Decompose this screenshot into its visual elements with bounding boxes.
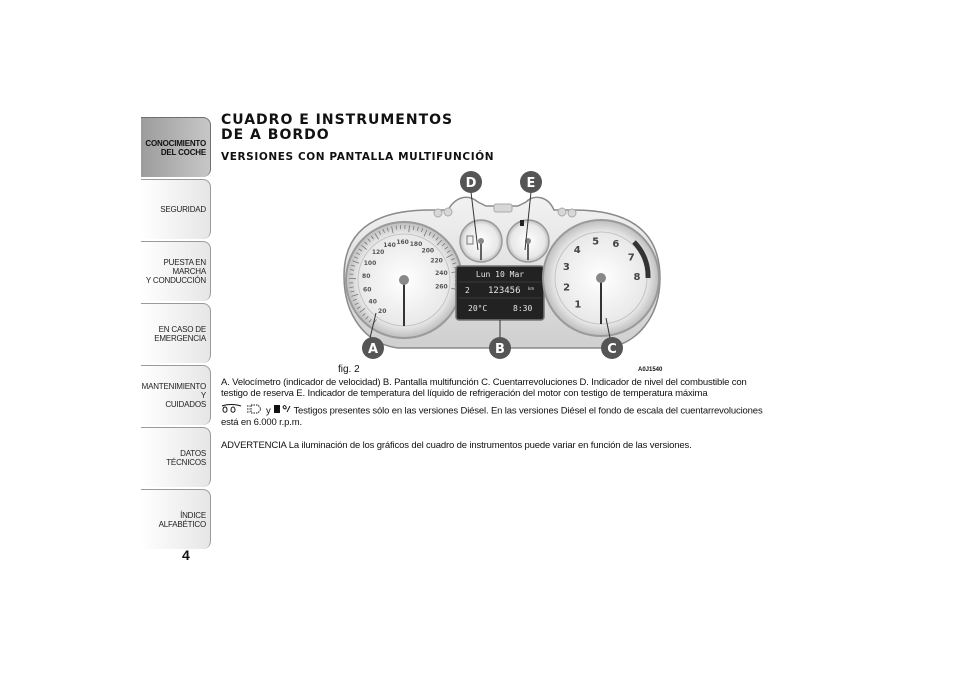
speedometer-tick-label: 260 bbox=[435, 283, 448, 291]
dpf-filter-icon bbox=[246, 404, 264, 418]
page-number: 4 bbox=[182, 547, 190, 563]
tab-indice-alfabetico[interactable] bbox=[141, 489, 211, 549]
tachometer-dial bbox=[543, 220, 659, 336]
display-temperature: 20°C bbox=[468, 304, 488, 313]
tachometer-tick-label: 8 bbox=[633, 272, 641, 283]
display-odometer: 123456 bbox=[488, 286, 521, 296]
tachometer-tick-label: 6 bbox=[612, 239, 620, 251]
speedometer-tick-label: 20 bbox=[378, 308, 387, 316]
tab-label: SEGURIDAD bbox=[160, 205, 206, 214]
water-in-fuel-icon bbox=[273, 404, 291, 418]
instrument-cluster-figure bbox=[338, 168, 663, 365]
figure-caption: fig. 2 bbox=[338, 364, 360, 375]
label-e bbox=[520, 171, 542, 193]
tachometer-tick-label: 1 bbox=[574, 299, 582, 311]
speedometer-tick-label: 80 bbox=[362, 272, 371, 280]
glow-plug-icon bbox=[221, 404, 243, 418]
speedometer-tick-label: 120 bbox=[371, 249, 385, 257]
speedometer-tick-label: 40 bbox=[368, 298, 377, 306]
speedometer-tick-label: 180 bbox=[409, 240, 423, 248]
svg-text:E: E bbox=[526, 176, 536, 191]
speedometer-tick-label: 220 bbox=[430, 257, 443, 265]
diesel-note-paragraph bbox=[221, 404, 771, 428]
tachometer-tick-label: 3 bbox=[562, 262, 570, 274]
svg-text:C: C bbox=[607, 342, 617, 357]
multifunction-display bbox=[456, 266, 544, 320]
tachometer-tick-label: 4 bbox=[573, 245, 581, 256]
svg-text:A: A bbox=[367, 342, 379, 357]
tab-label: EN CASO DE EMERGENCIA bbox=[154, 324, 206, 343]
tab-label: DATOS TÉCNICOS bbox=[166, 448, 206, 467]
fuel-gauge bbox=[460, 220, 502, 262]
tachometer-tick-label: 5 bbox=[592, 236, 600, 248]
display-gear: 2 bbox=[465, 286, 470, 295]
tab-puesta-en-marcha[interactable] bbox=[141, 241, 211, 301]
tab-label: CONOCIMIENTO DEL COCHE bbox=[145, 138, 206, 157]
tab-seguridad[interactable] bbox=[141, 179, 211, 239]
svg-text:B: B bbox=[495, 342, 505, 357]
speedometer-dial bbox=[346, 222, 462, 338]
chapter-sidebar bbox=[141, 117, 211, 551]
label-b bbox=[489, 337, 511, 359]
tab-datos-tecnicos[interactable] bbox=[141, 427, 211, 487]
speedometer-tick-label: 200 bbox=[421, 247, 435, 255]
tab-label: PUESTA EN MARCHA Y CONDUCCIÓN bbox=[145, 258, 206, 285]
legend-paragraph: A. Velocímetro (indicador de velocidad) B. Pantalla multifunción C. Cuentarrevoluciones D. Indicador de nivel del combustible con testigo de reserva E. Indicador de temperatura del líquido de refrigeración del motor con testigo de temperatura máxima bbox=[221, 377, 747, 399]
svg-text:D: D bbox=[465, 176, 477, 191]
display-date: Lun 10 Mar bbox=[475, 270, 525, 279]
tab-en-caso-de-emergencia[interactable] bbox=[141, 303, 211, 363]
label-a bbox=[362, 337, 384, 359]
speedometer-tick-label: 160 bbox=[396, 239, 409, 246]
label-c bbox=[601, 337, 623, 359]
speedometer-tick-label: 240 bbox=[435, 270, 448, 278]
label-d bbox=[460, 171, 482, 193]
tab-label: ÍNDICE ALFABÉTICO bbox=[158, 510, 206, 529]
tab-conocimiento-del-coche[interactable] bbox=[141, 117, 211, 177]
page-title: CUADRO E INSTRUMENTOS DE A BORDO bbox=[221, 112, 454, 143]
tab-mantenimiento[interactable] bbox=[141, 365, 211, 425]
warning-paragraph: ADVERTENCIA La iluminación de los gráficos del cuadro de instrumentos puede variar en función de las versiones. bbox=[221, 440, 692, 451]
tachometer-tick-label: 7 bbox=[627, 252, 635, 264]
speedometer-tick-label: 140 bbox=[383, 241, 396, 249]
tab-label: MANTENIMIENTO Y CUIDADOS bbox=[141, 382, 206, 409]
section-subtitle: VERSIONES CON PANTALLA MULTIFUNCIÓN bbox=[221, 151, 495, 163]
display-time: 8:30 bbox=[513, 304, 533, 313]
display-odometer-unit: km bbox=[528, 286, 535, 291]
speedometer-tick bbox=[350, 287, 354, 288]
speedometer-tick-label: 60 bbox=[363, 286, 372, 294]
diesel-note-text: Testigos presentes sólo en las versiones Diésel. En las versiones Diésel el fondo de escala del cuentarrevoluciones está en 6.000 r.p.m. bbox=[221, 405, 763, 428]
coolant-temperature-gauge bbox=[507, 220, 549, 262]
figure-code: A0J1540 bbox=[638, 367, 663, 373]
icon-connector: y bbox=[266, 405, 271, 417]
speedometer-tick-label: 100 bbox=[363, 259, 377, 267]
tachometer-tick-label: 2 bbox=[563, 282, 571, 294]
